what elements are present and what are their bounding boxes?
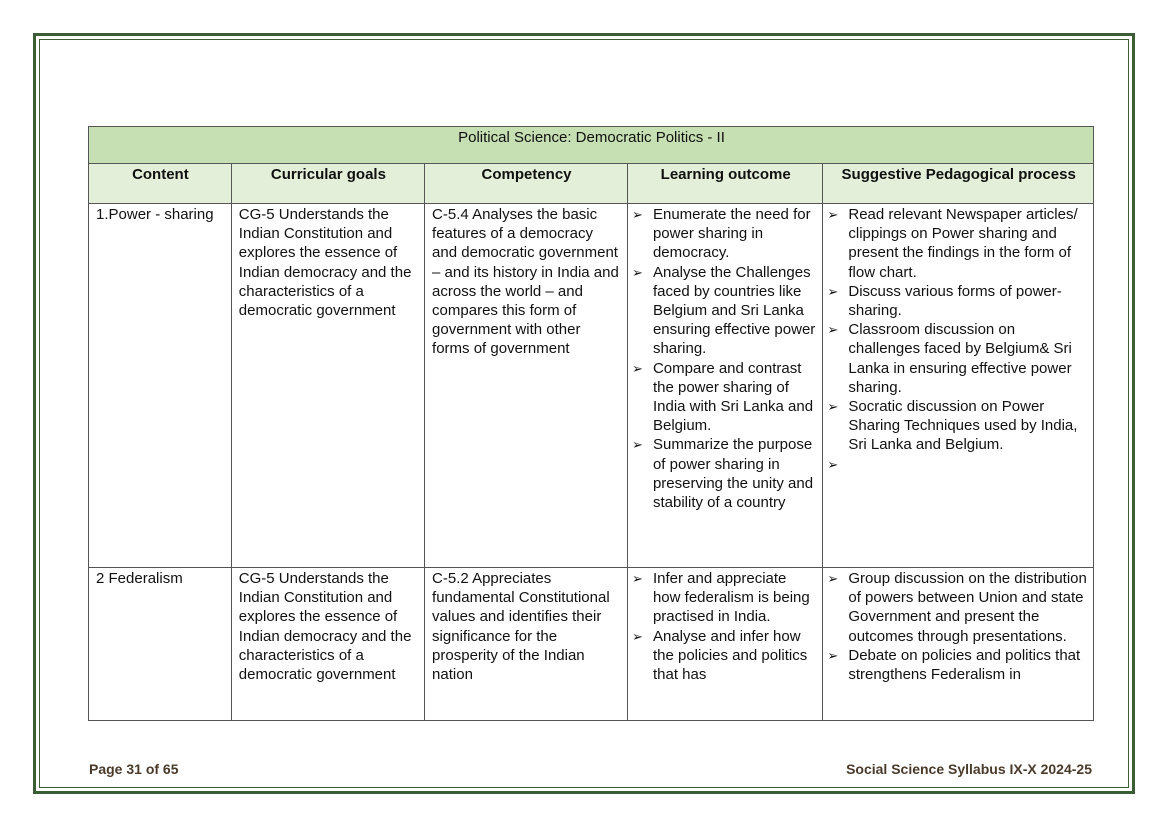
pedagogy-list [827, 569, 1087, 684]
arrow-bullet-icon: ➢ [631, 571, 643, 586]
row-pedagogy-cell [823, 568, 1094, 721]
row-competency-cell: C-5.2 Appreciates fundamental Constitutional values and identifies their significance for the prosperity of the Indian nation [425, 568, 628, 721]
table-row [89, 568, 1094, 721]
row-pedagogy-cell [823, 204, 1094, 568]
bullet-item [631, 569, 816, 627]
outcome-list [631, 205, 816, 512]
arrow-bullet-icon: ➢ [631, 437, 643, 453]
header-competency: Competency [425, 164, 628, 204]
bullet-text: Group discussion on the distribution of powers between Union and state Government and present the outcomes through presentations. [848, 570, 1087, 645]
header-learning-outcome: Learning outcome [627, 164, 822, 204]
bullet-item [827, 282, 1087, 320]
header-curricular-goals: Curricular goals [231, 164, 424, 204]
page-number: Page 31 of 65 [89, 761, 179, 777]
bullet-text: Discuss various forms of power-sharing. [848, 282, 1062, 320]
bullet-text: Classroom discussion on challenges faced by Belgium& Sri Lanka in ensuring effective power sharing. [848, 321, 1072, 396]
table-header-row [89, 164, 1094, 204]
row-competency-cell: C-5.4 Analyses the basic features of a democracy and democratic government – and its history in India and across the world – and compares this form of government with other forms of government [425, 204, 628, 568]
bullet-item [631, 263, 816, 359]
bullet-item [631, 435, 816, 512]
bullet-item [827, 320, 1087, 397]
arrow-bullet-icon: ➢ [827, 207, 839, 222]
bullet-text: Read relevant Newspaper articles/ clippings on Power sharing and present the findings in the form of flow chart. [848, 206, 1078, 281]
row-goal-cell: CG-5 Understands the Indian Constitution and explores the essence of Indian democracy and the characteristics of a democratic government [231, 568, 424, 721]
header-pedagogical-process: Suggestive Pedagogical process [823, 164, 1094, 204]
bullet-text: Summarize the purpose of power sharing in preserving the unity and stability of a country [652, 436, 814, 512]
bullet-text: Infer and appreciate how federalism is being practised in India. [652, 570, 810, 626]
arrow-bullet-icon: ➢ [631, 360, 643, 376]
row-outcomes-cell [627, 568, 822, 721]
table-title: Political Science: Democratic Politics - II [89, 127, 1094, 164]
table-row [89, 204, 1094, 568]
arrow-bullet-icon: ➢ [827, 399, 839, 415]
syllabus-table [88, 126, 1094, 721]
arrow-bullet-icon: ➢ [631, 207, 643, 222]
bullet-text: Analyse the Challenges faced by countries like Belgium and Sri Lanka ensuring effective power sharing. [652, 263, 816, 358]
bullet-item [827, 397, 1087, 455]
bullet-item [631, 359, 816, 436]
bullet-text: Socratic discussion on Power Sharing Techniques used by India, Sri Lanka and Belgium. [848, 398, 1078, 454]
bullet-text: Enumerate the need for power sharing in democracy. [652, 206, 811, 262]
row-content-cell: 1.Power - sharing [89, 204, 232, 568]
row-outcomes-cell [627, 204, 822, 568]
bullet-item [631, 205, 816, 263]
arrow-bullet-icon: ➢ [827, 456, 839, 472]
outcome-list [631, 569, 816, 684]
bullet-text: Analyse and infer how the policies and politics that has [652, 627, 808, 684]
header-content: Content [89, 164, 232, 204]
document-footer-title: Social Science Syllabus IX-X 2024-25 [846, 761, 1092, 777]
bullet-text: Compare and contrast the power sharing of India with Sri Lanka and Belgium. [652, 359, 814, 435]
bullet-item [631, 627, 816, 685]
row-goal-cell: CG-5 Understands the Indian Constitution and explores the essence of Indian democracy and the characteristics of a democratic government [231, 204, 424, 568]
arrow-bullet-icon: ➢ [827, 571, 839, 586]
row-content-cell: 2 Federalism [89, 568, 232, 721]
bullet-item [827, 455, 1087, 474]
arrow-bullet-icon: ➢ [827, 647, 839, 663]
table-title-row [89, 127, 1094, 164]
bullet-item [827, 205, 1087, 282]
arrow-bullet-icon: ➢ [827, 283, 839, 299]
pedagogy-list [827, 205, 1087, 474]
bullet-item [827, 646, 1087, 684]
bullet-item [827, 569, 1087, 646]
arrow-bullet-icon: ➢ [631, 264, 643, 280]
arrow-bullet-icon: ➢ [631, 628, 643, 644]
arrow-bullet-icon: ➢ [827, 322, 839, 338]
bullet-text: Debate on policies and politics that strengthens Federalism in [848, 646, 1081, 684]
